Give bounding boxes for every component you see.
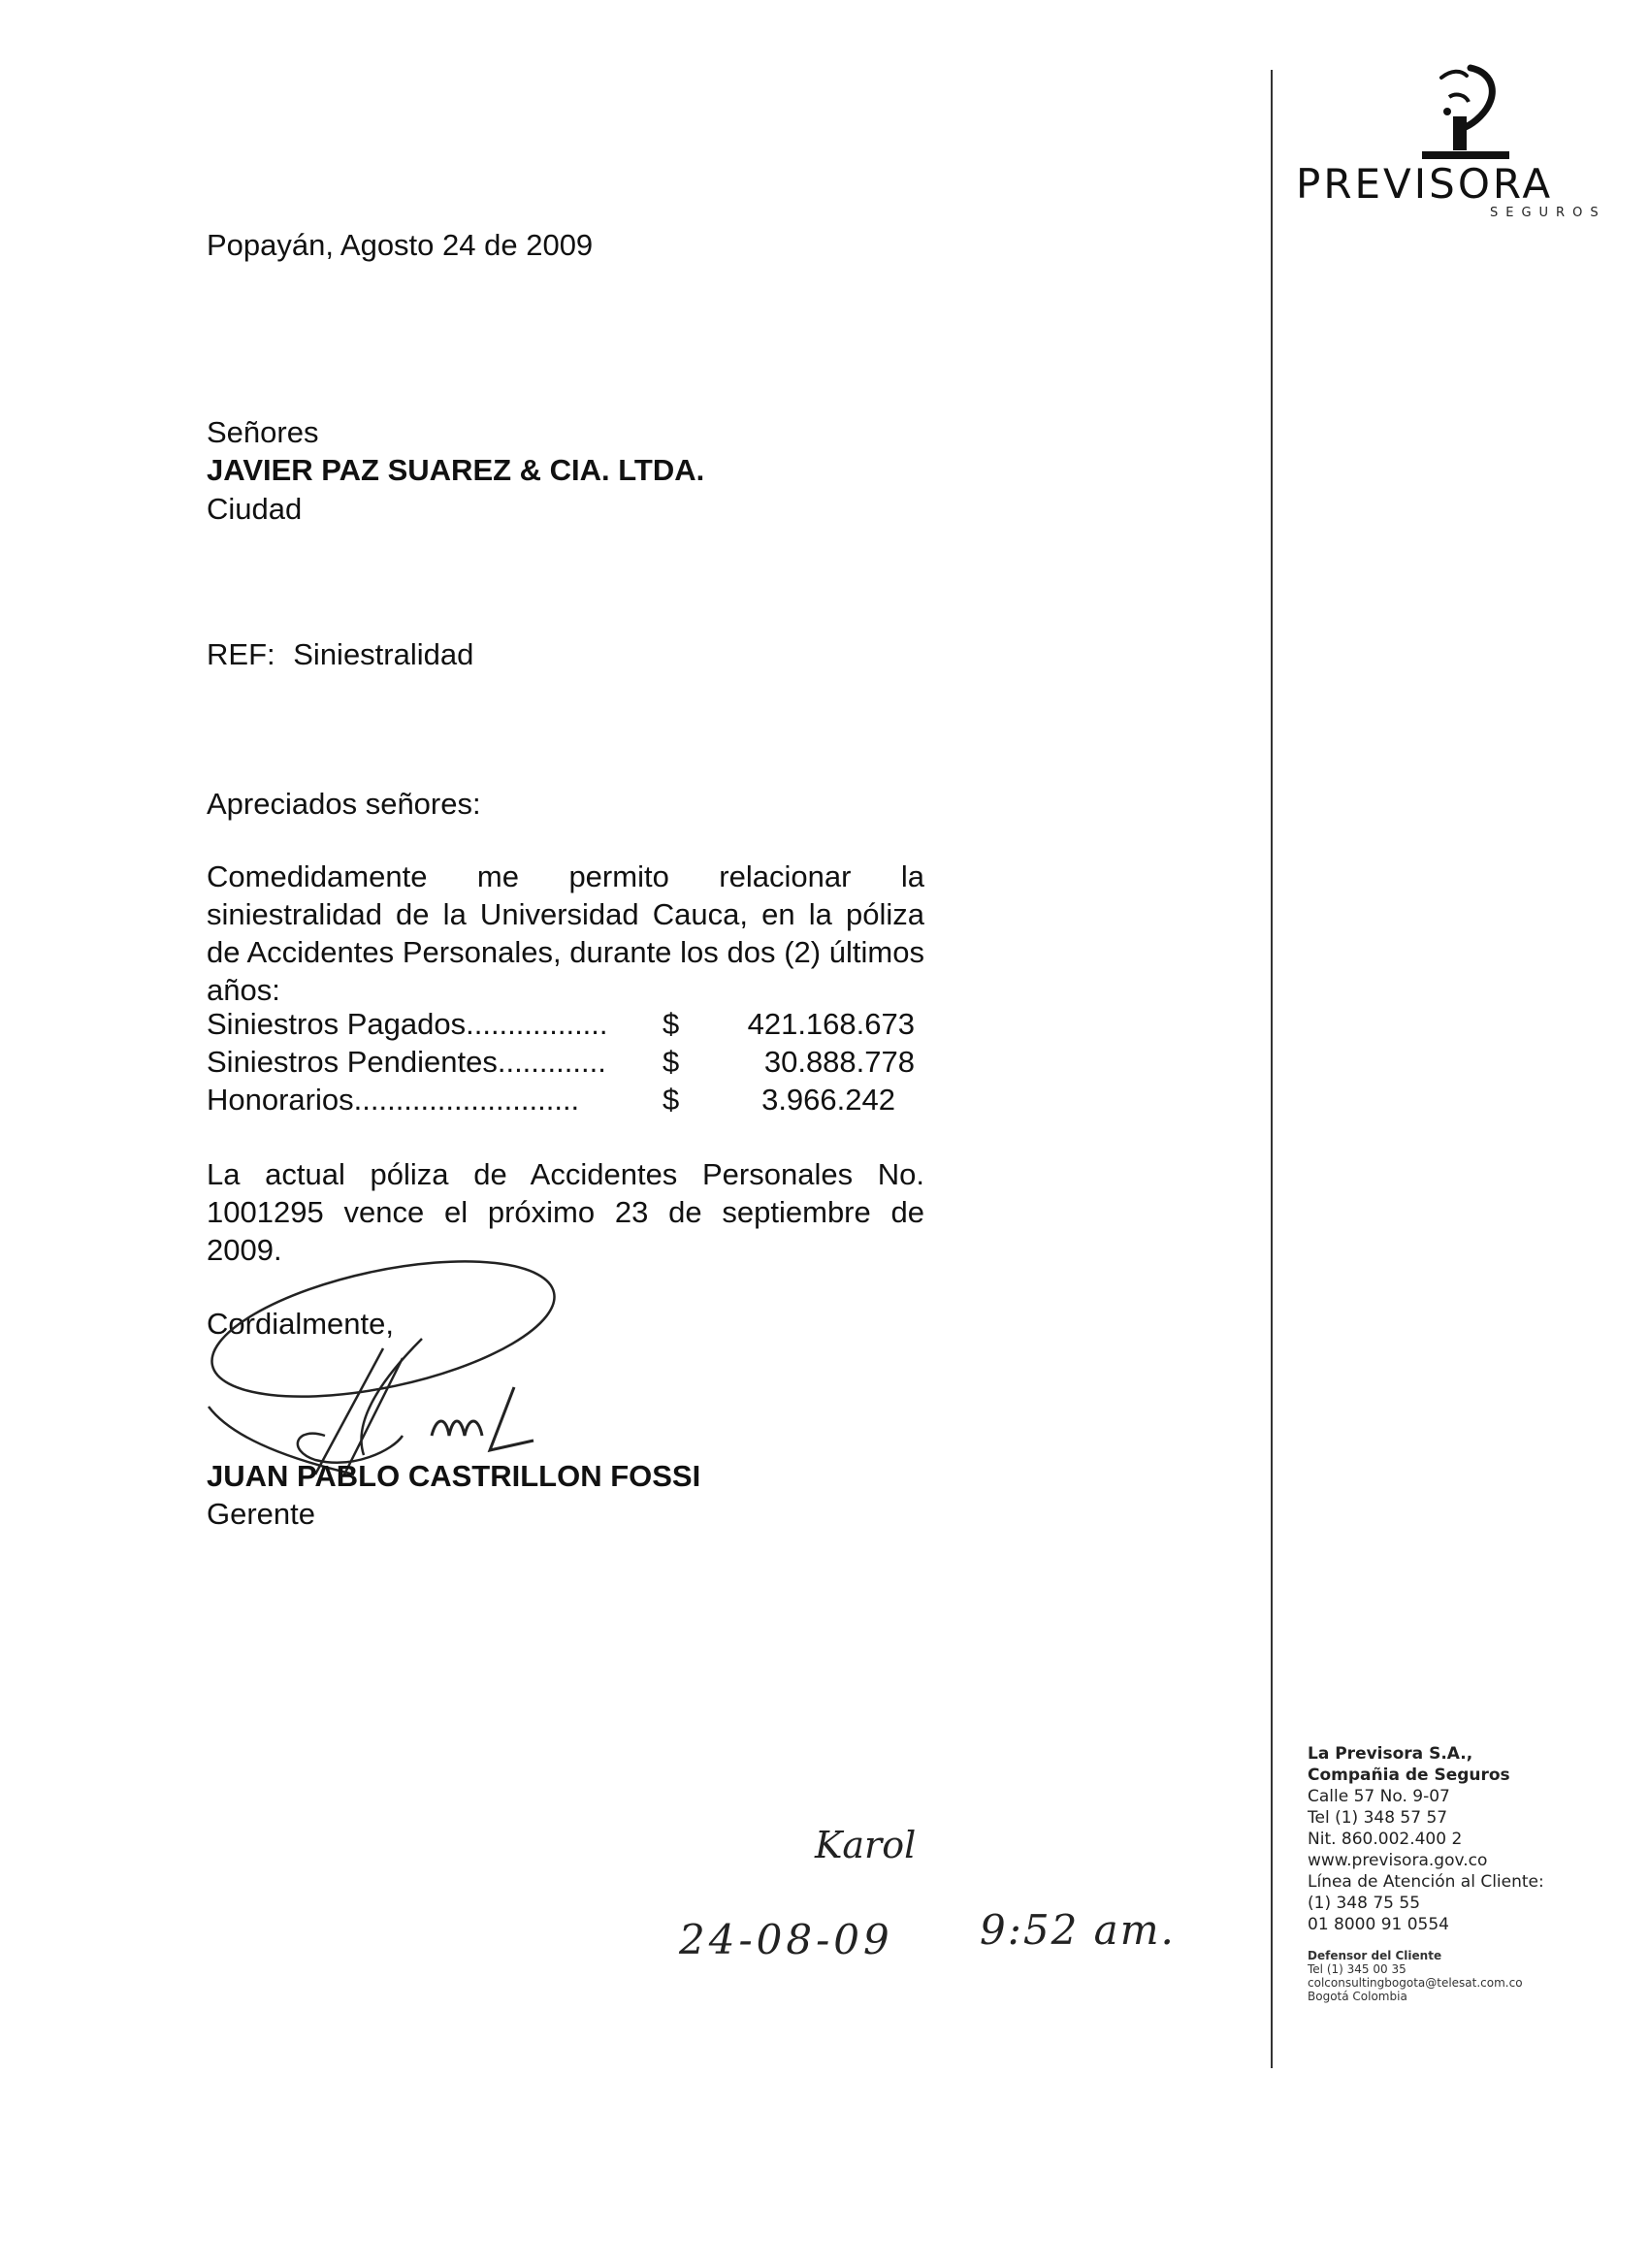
- company-info-block: [1308, 1743, 1618, 2003]
- amount-label: Honorarios...........................: [207, 1083, 580, 1117]
- amount-currency: $: [663, 1045, 680, 1079]
- company-info-line: (1) 348 75 55: [1308, 1894, 1421, 1913]
- company-info-line: Calle 57 No. 9-07: [1308, 1787, 1450, 1806]
- company-info-line: La Previsora S.A.,: [1308, 1744, 1473, 1764]
- recipient-company: JAVIER PAZ SUAREZ & CIA. LTDA.: [207, 453, 705, 487]
- date-line: Popayán, Agosto 24 de 2009: [207, 228, 594, 262]
- closing: Cordialmente,: [207, 1307, 394, 1341]
- defensor-title: Defensor del Cliente: [1308, 1949, 1442, 1962]
- handwritten-signature: [199, 1242, 587, 1494]
- company-info-line: Compañia de Seguros: [1308, 1766, 1510, 1785]
- logo-emblem-icon: [1403, 58, 1519, 160]
- company-info-line: Línea de Atención al Cliente:: [1308, 1872, 1544, 1892]
- amount-value: 3.966.242: [761, 1083, 895, 1117]
- amount-currency: $: [663, 1007, 680, 1041]
- reference-label: REF:: [207, 637, 275, 671]
- handwritten-receipt-date: 24-08-09: [679, 1916, 893, 1963]
- amount-value: 421.168.673: [747, 1007, 915, 1041]
- margin-divider-line: [1271, 70, 1273, 2068]
- logo-wordmark: PREVISORA: [1296, 160, 1554, 208]
- defensor-line: Bogotá Colombia: [1308, 1990, 1407, 2003]
- defensor-line: colconsultingbogota@telesat.com.co: [1308, 1976, 1523, 1990]
- defensor-line: Tel (1) 345 00 35: [1308, 1962, 1406, 1976]
- recipient-salutation: Señores: [207, 415, 319, 449]
- company-info-line: www.previsora.gov.co: [1308, 1851, 1488, 1870]
- amount-row: [207, 1043, 924, 1081]
- amount-row: [207, 1081, 924, 1118]
- handwritten-receipt-time: 9:52 am.: [980, 1906, 1176, 1954]
- amount-label: Siniestros Pendientes.............: [207, 1045, 606, 1079]
- reference-value: Siniestralidad: [293, 637, 474, 671]
- amount-label: Siniestros Pagados.................: [207, 1007, 608, 1041]
- signer-name: JUAN PABLO CASTRILLON FOSSI: [207, 1459, 701, 1493]
- greeting: Apreciados señores:: [207, 787, 481, 821]
- reference-line: [207, 635, 473, 673]
- company-info-line: 01 8000 91 0554: [1308, 1915, 1450, 1934]
- handwritten-receiver-name: Karol: [815, 1824, 917, 1866]
- body-paragraph-2: La actual póliza de Accidentes Personales No. 1001295 vence el próximo 23 de septiembre de 2009.: [207, 1157, 924, 1267]
- signer-title: Gerente: [207, 1497, 316, 1531]
- amount-currency: $: [663, 1083, 680, 1117]
- amount-row: [207, 1005, 924, 1043]
- logo-subtitle: SEGUROS: [1490, 206, 1606, 220]
- company-info-line: Tel (1) 348 57 57: [1308, 1808, 1448, 1828]
- amount-value: 30.888.778: [763, 1045, 915, 1079]
- recipient-city: Ciudad: [207, 492, 303, 526]
- previsora-logo: [1296, 58, 1616, 223]
- body-paragraph-1: Comedidamente me permito relacionar la siniestralidad de la Universidad Cauca, en la póliza de Accidentes Personales, durante los dos (2) últimos años:: [207, 859, 924, 1007]
- company-info-line: Nit. 860.002.400 2: [1308, 1830, 1463, 1849]
